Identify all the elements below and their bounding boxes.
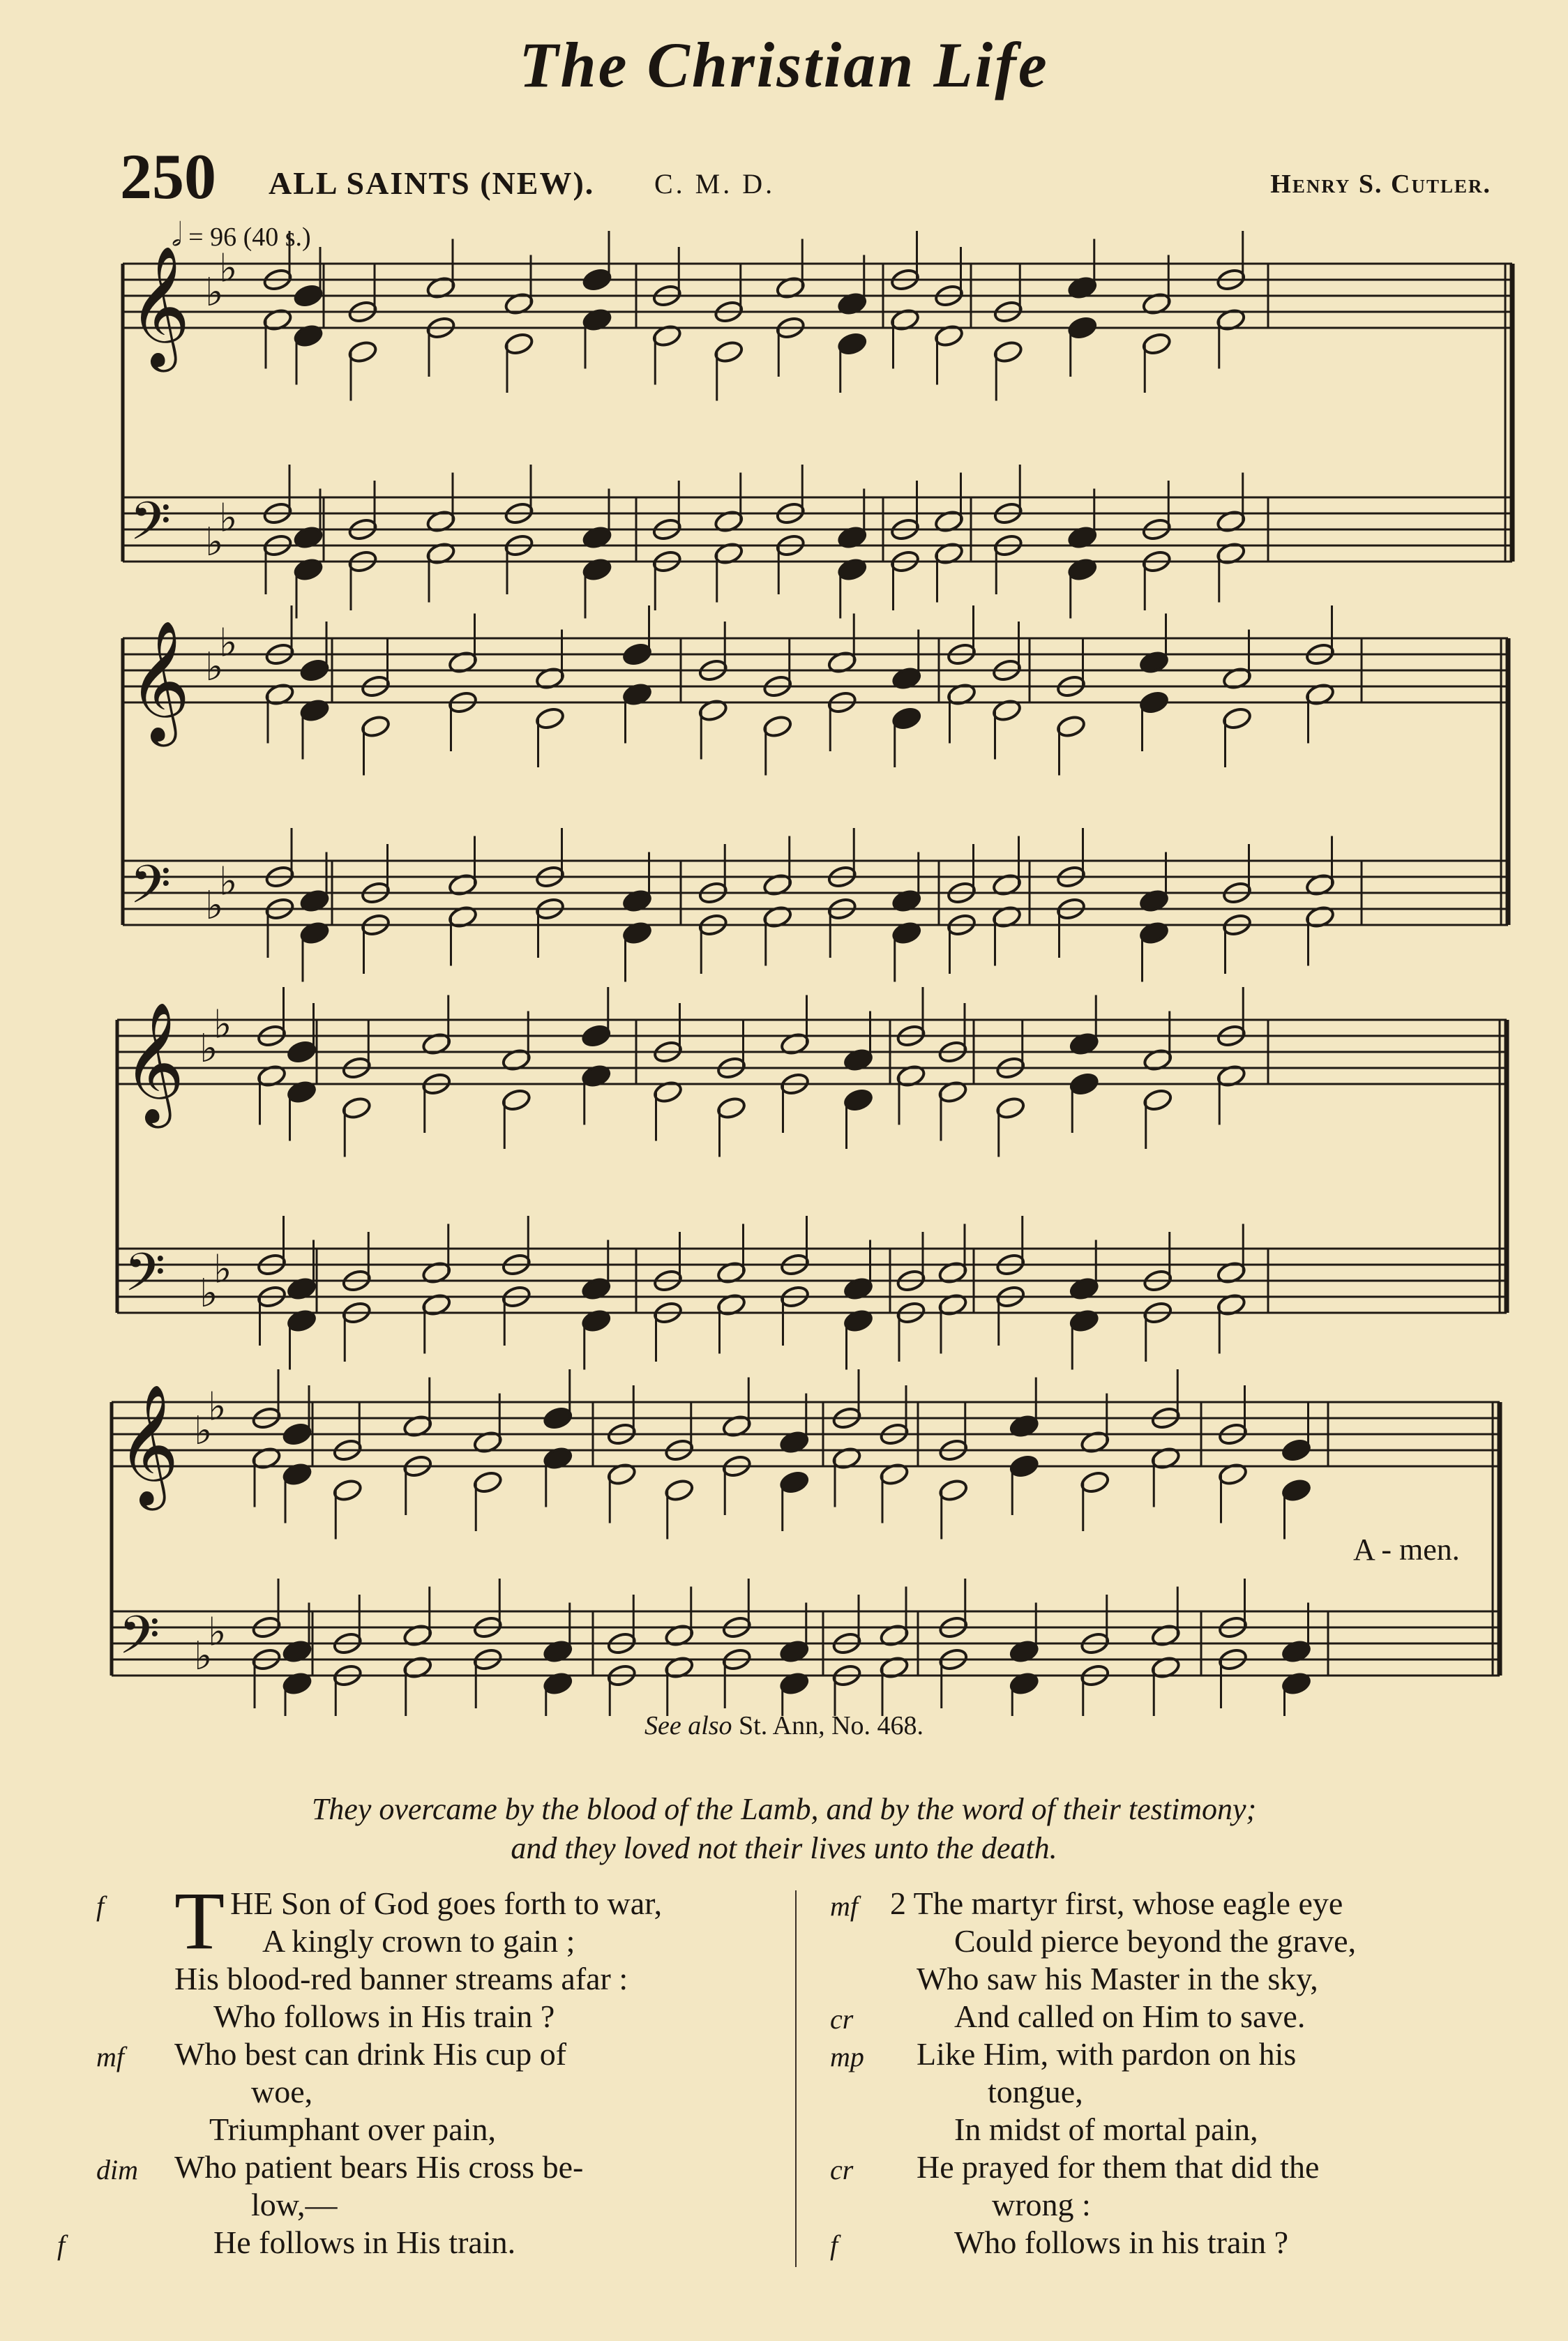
column-divider <box>795 1890 797 2267</box>
verse-text: His blood-red banner streams afar : <box>174 1961 628 1996</box>
hymn-number: 250 <box>120 141 216 212</box>
verse-text: 2 The martyr first, whose eagle eye <box>890 1885 1343 1921</box>
verse-line <box>830 2224 1518 2261</box>
tune-name: ALL SAINTS (NEW). <box>269 165 595 201</box>
bass-clef-icon: 𝄢 <box>119 1604 160 1679</box>
note-head <box>664 1478 695 1503</box>
note-head <box>779 1470 810 1495</box>
note-head <box>995 1096 1026 1121</box>
verse-line <box>830 2035 1518 2073</box>
verse-line <box>890 1922 1518 1960</box>
verse-text: And called on Him to save. <box>954 1998 1306 2034</box>
see-also-note <box>0 1710 1568 1741</box>
flat-sign-icon: ♭ <box>213 1247 232 1293</box>
verse-line <box>96 2148 774 2186</box>
verse-line <box>174 1922 774 1960</box>
flat-sign-icon: ♭ <box>199 1026 218 1071</box>
verse-line <box>890 1960 1518 1998</box>
note-head <box>581 1023 612 1048</box>
note-head <box>1281 1478 1312 1503</box>
verse-text: He follows in His train. <box>213 2225 516 2260</box>
flat-sign-icon: ♭ <box>219 495 238 541</box>
verse-text: low,— <box>251 2187 338 2222</box>
drop-cap: T <box>174 1875 225 1966</box>
verse-text: Who follows in his train ? <box>954 2225 1289 2260</box>
note-head <box>622 642 653 667</box>
note-head <box>332 1478 363 1503</box>
note-head <box>282 1422 312 1447</box>
note-head <box>1067 315 1098 340</box>
verse-text: Who best can drink His cup of <box>174 2036 567 2072</box>
note-head <box>501 1087 532 1113</box>
note-head <box>993 340 1023 365</box>
meter: C. M. D. <box>654 168 776 200</box>
verse-line <box>890 2186 1518 2224</box>
verse-line <box>830 1885 1518 1922</box>
verse-text: Who saw his Master in the sky, <box>917 1961 1318 1996</box>
verse-text: In midst of mortal pain, <box>954 2112 1258 2147</box>
metronome-value: = 96 (40 s.) <box>188 223 311 252</box>
verse-line <box>174 2073 774 2111</box>
flat-sign-icon: ♭ <box>194 1408 213 1454</box>
note-head <box>543 1406 573 1431</box>
note-head <box>347 340 378 365</box>
flat-sign-icon: ♭ <box>208 1384 227 1430</box>
verse-2 <box>830 1885 1518 2261</box>
see-also-lead: See also <box>644 1711 732 1740</box>
verse-text: He prayed for them that did the <box>917 2149 1320 2185</box>
verse-line <box>174 1960 774 1998</box>
note-head <box>714 340 744 365</box>
note-head <box>504 331 534 356</box>
verse-line <box>57 2224 774 2261</box>
dynamic-mark: cr <box>830 2154 854 2185</box>
note-head <box>1141 331 1172 356</box>
epigraph <box>0 1790 1568 1868</box>
flat-sign-icon: ♭ <box>194 1634 213 1679</box>
page-title: The Christian Life <box>519 29 1049 100</box>
amen-lyric: A - men. <box>1353 1533 1460 1567</box>
verse-line <box>830 2148 1518 2186</box>
verse-text: Triumphant over pain, <box>209 2112 496 2147</box>
dynamic-mark: f <box>96 1890 105 1922</box>
dynamic-mark: f <box>830 2229 838 2261</box>
note-head <box>1069 1071 1099 1097</box>
flat-sign-icon: ♭ <box>205 645 224 690</box>
treble-clef-icon: 𝄞 <box>128 246 190 367</box>
note-head <box>535 706 566 731</box>
note-head <box>837 331 868 356</box>
flat-sign-icon: ♭ <box>219 620 238 666</box>
verse-text: woe, <box>251 2074 313 2109</box>
flat-sign-icon: ♭ <box>219 859 238 905</box>
flat-sign-icon: ♭ <box>205 883 224 928</box>
treble-clef-icon: 𝄞 <box>128 620 190 742</box>
verse-line <box>96 2035 774 2073</box>
verse-text: Could pierce beyond the grave, <box>954 1923 1357 1959</box>
flat-sign-icon: ♭ <box>208 1609 227 1655</box>
flat-sign-icon: ♭ <box>205 520 224 565</box>
note-head <box>938 1478 969 1503</box>
flat-sign-icon: ♭ <box>199 1271 218 1316</box>
note-head <box>891 706 922 731</box>
note-head <box>1139 690 1170 715</box>
bass-clef-icon: 𝄢 <box>130 490 172 565</box>
verse-line <box>174 2186 774 2224</box>
note-head <box>843 1087 874 1113</box>
half-note-icon: 𝅗𝅥 <box>172 217 182 253</box>
verse-line <box>890 2111 1518 2148</box>
composer: Henry S. Cutler. <box>1270 170 1491 199</box>
epigraph-line-2: and they loved not their lives unto the death. <box>511 1831 1057 1865</box>
verse-line <box>174 2111 774 2148</box>
verse-text: Like Him, with pardon on his <box>917 2036 1297 2072</box>
verse-text: Who patient bears His cross be- <box>174 2149 584 2185</box>
verse-line <box>174 1998 774 2035</box>
note-head <box>1143 1087 1173 1113</box>
note-head <box>1009 1454 1039 1479</box>
dynamic-mark: mf <box>830 1890 858 1922</box>
note-head <box>299 658 330 683</box>
note-head <box>1056 714 1087 739</box>
bass-clef-icon: 𝄢 <box>130 854 172 928</box>
verse-text: HE Son of God goes forth to war, <box>230 1885 663 1921</box>
dynamic-mark: mf <box>96 2041 124 2072</box>
verse-line <box>890 2073 1518 2111</box>
flat-sign-icon: ♭ <box>219 246 238 292</box>
treble-clef-icon: 𝄞 <box>117 1384 179 1505</box>
verse-1 <box>57 1875 774 2261</box>
epigraph-line-1: They overcame by the blood of the Lamb, and by the word of their testimony; <box>311 1792 1257 1826</box>
flat-sign-icon: ♭ <box>205 270 224 315</box>
note-head <box>293 283 324 308</box>
note-head <box>1222 706 1253 731</box>
note-head <box>1080 1470 1110 1495</box>
see-also-reference: St. Ann, No. 468. <box>739 1711 924 1740</box>
note-head <box>287 1039 317 1064</box>
verse-text: A kingly crown to gain ; <box>262 1923 575 1959</box>
note-head <box>716 1096 747 1121</box>
note-head <box>341 1096 372 1121</box>
verse-line <box>830 1998 1518 2035</box>
verse-text: wrong : <box>992 2187 1091 2222</box>
note-head <box>1281 1438 1312 1463</box>
verse-text: Who follows in His train ? <box>213 1998 555 2034</box>
bass-clef-icon: 𝄢 <box>124 1242 166 1316</box>
note-head <box>582 267 612 292</box>
note-head <box>361 714 391 739</box>
note-head <box>762 714 793 739</box>
note-head <box>472 1470 503 1495</box>
dynamic-mark: mp <box>830 2041 864 2072</box>
verse-text: tongue, <box>988 2074 1083 2109</box>
treble-clef-icon: 𝄞 <box>123 1002 185 1123</box>
flat-sign-icon: ♭ <box>213 1002 232 1048</box>
dynamic-mark: f <box>57 2229 66 2261</box>
dynamic-mark: dim <box>96 2154 138 2185</box>
dynamic-mark: cr <box>830 2003 854 2035</box>
